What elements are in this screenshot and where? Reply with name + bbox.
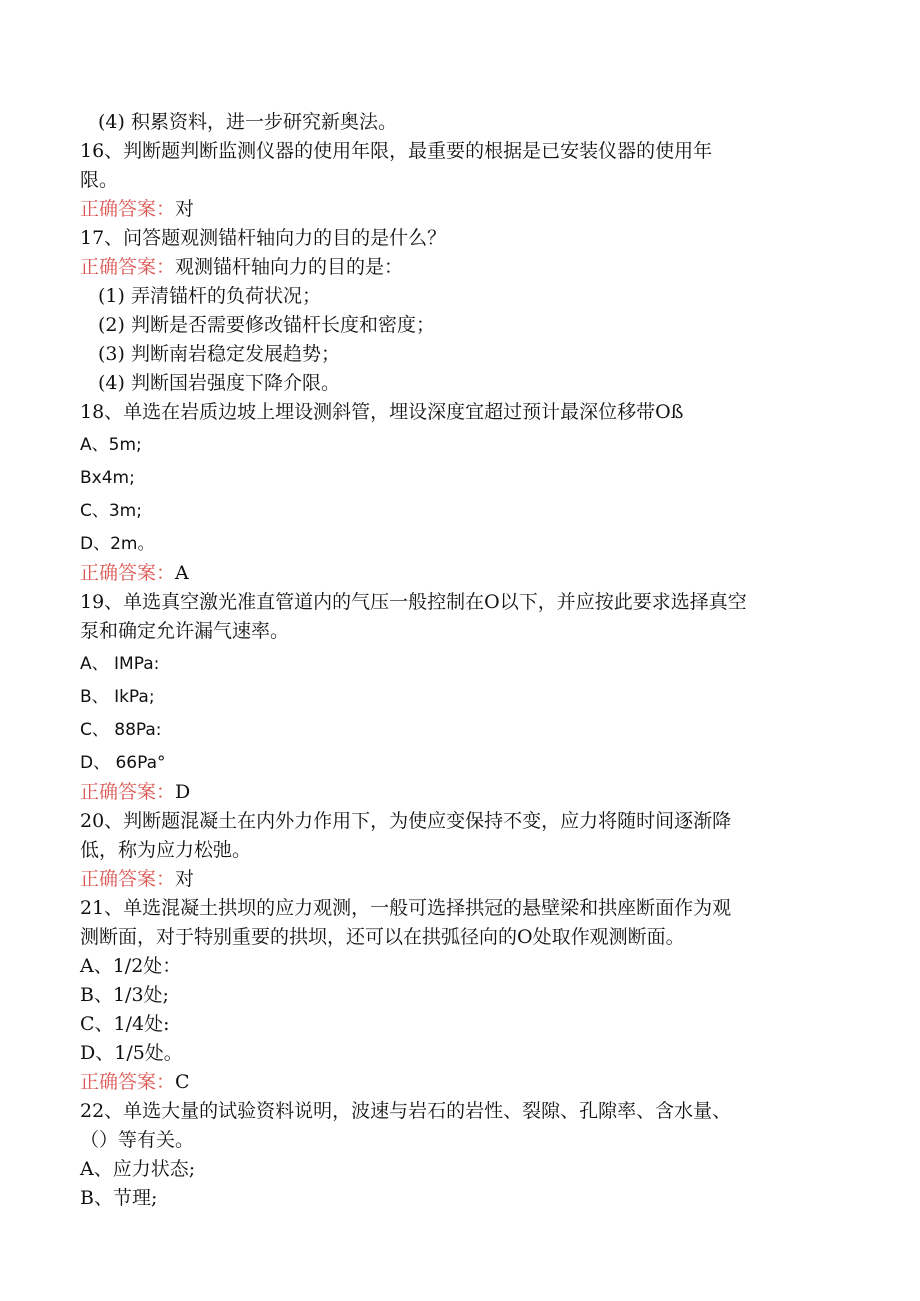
question-21-line-1: 21、单选混凝土拱坝的应力观测，一般可选择拱冠的悬壁梁和拱座断面作为观 — [80, 897, 732, 919]
option-d: D、2m。 — [80, 534, 155, 554]
option-b: Bx4m; — [80, 468, 135, 488]
option-a: A、 IMPa: — [80, 654, 160, 674]
question-20-line-2: 低，称为应力松弛。 — [80, 839, 252, 861]
answer-value: A — [175, 562, 189, 584]
answer-17-item-4: (4) 判断国岩强度下降介限。 — [98, 372, 340, 394]
option-d: D、 66Pa° — [80, 753, 166, 773]
question-22-line-2: （）等有关。 — [80, 1129, 195, 1151]
text-line: (4) 积累资料，进一步研究新奥法。 — [98, 111, 397, 133]
option-c: C、3m; — [80, 501, 142, 521]
option-b: B、1/3处; — [80, 984, 169, 1006]
question-16-line-2: 限。 — [80, 169, 119, 191]
option-a: A、1/2处： — [80, 955, 182, 977]
answer-label: 正确答案： — [80, 1071, 176, 1093]
answer-20 — [80, 865, 860, 894]
answer-value: 对 — [175, 198, 195, 220]
answer-19 — [80, 778, 860, 807]
answer-label: 正确答案： — [80, 198, 176, 220]
answer-17-item-3: (3) 判断南岩稳定发展趋势； — [98, 343, 340, 365]
answer-value: 观测锚杆轴向力的目的是： — [175, 256, 404, 278]
answer-18 — [80, 559, 860, 588]
answer-value: 对 — [175, 868, 195, 890]
answer-21 — [80, 1068, 860, 1097]
question-16-line-1: 16、判断题判断监测仪器的使用年限，最重要的根据是已安装仪器的使用年 — [80, 140, 713, 162]
question-22-line-1: 22、单选大量的试验资料说明，波速与岩石的岩性、裂隙、孔隙率、含水量、 — [80, 1100, 732, 1122]
option-b: B、 IkPa; — [80, 687, 155, 707]
option-b: B、节理; — [80, 1187, 158, 1209]
option-c: C、 88Pa: — [80, 720, 162, 740]
question-18: 18、单选在岩质边坡上埋设测斜管，埋设深度宜超过预计最深位移带Oß — [80, 401, 684, 423]
question-17: 17、问答题观测锚杆轴向力的目的是什么？ — [80, 227, 447, 249]
answer-label: 正确答案： — [80, 256, 176, 278]
answer-label: 正确答案： — [80, 562, 176, 584]
question-21-line-2: 测断面，对于特别重要的拱坝，还可以在拱弧径向的O处取作观测断面。 — [80, 926, 685, 948]
question-19-line-2: 泵和确定允许漏气速率。 — [80, 620, 290, 642]
answer-17-item-2: (2) 判断是否需要修改锚杆长度和密度； — [98, 314, 435, 336]
answer-16 — [80, 195, 860, 224]
answer-value: D — [175, 781, 191, 803]
answer-label: 正确答案： — [80, 781, 176, 803]
answer-value: C — [175, 1071, 190, 1093]
question-19-line-1: 19、单选真空激光准直管道内的气压一般控制在O以下，并应按此要求选择真空 — [80, 591, 747, 613]
option-d: D、1/5处。 — [80, 1042, 183, 1064]
answer-label: 正确答案： — [80, 868, 176, 890]
answer-17-item-1: (1) 弄清锚杆的负荷状况； — [98, 285, 321, 307]
option-a: A、5m; — [80, 435, 142, 455]
option-a: A、应力状态; — [80, 1158, 196, 1180]
question-20-line-1: 20、判断题混凝土在内外力作用下，为使应变保持不变，应力将随时间逐渐降 — [80, 810, 732, 832]
document-page — [80, 108, 860, 1213]
option-c: C、1/4处: — [80, 1013, 170, 1035]
answer-17 — [80, 253, 860, 282]
